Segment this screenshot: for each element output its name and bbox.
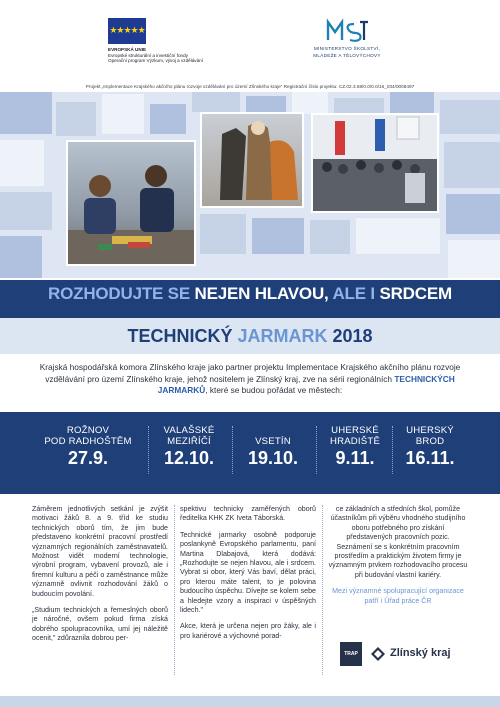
header	[0, 0, 500, 80]
date-city: UHERSKÉ	[331, 425, 379, 436]
body-paragraph: Technické jarmarky osobně podporuje poslankyně Evropského parlamentu, paní Martina Dlabajová, která dodává: „Rozhodujte se nejen hlavou, ale i srdcem. Vybrat si obor, který Vás baví, dělat práci, pro kterou máte talent, to je polovina budoucího úspěchu. Dívejte se kolem sebe a hledejte vzory a inspiraci v úspěšných lidech."	[180, 530, 316, 615]
photo-costumes	[200, 112, 304, 208]
decor-square	[0, 236, 42, 278]
decor-square	[102, 94, 144, 134]
date-value: 9.11.	[335, 448, 375, 468]
intro-highlight: TECHNICKÝCH JARMARKŮ	[157, 373, 455, 395]
eu-line: EVROPSKÁ UNIE	[108, 47, 147, 52]
ministry-name: MINISTERSTVO ŠKOLSTVÍ,	[313, 46, 381, 51]
photo-crowd-event	[311, 113, 439, 213]
event-title-part: JARMARK	[237, 326, 328, 346]
intro-paragraph	[30, 362, 470, 397]
date-city: UHERSKÝ	[406, 425, 454, 436]
date-city: ROŽNOV	[66, 425, 110, 436]
date-divider	[392, 426, 393, 474]
body-paragraph: „Studium technických a řemeslných oborů je náročné, ovšem pokud firma získá dobrého spolupracovníka, umí jej náležitě ocenit," zdůraznila dobrou per-	[32, 606, 168, 643]
msmt-logo-icon	[324, 18, 370, 44]
date-city: MEZIŘÍČÍ	[167, 435, 211, 447]
body-column-3	[328, 505, 468, 613]
decor-square	[252, 218, 304, 254]
body-column-1	[32, 505, 168, 651]
decor-square	[292, 92, 328, 114]
trap-logo: TRAP	[340, 642, 362, 666]
decor-square	[440, 100, 500, 134]
decor-square	[150, 104, 186, 134]
body-paragraph: Akce, která je určena nejen pro žáky, ale i pro kariérové a výchovné porad-	[180, 622, 316, 640]
date-city: HRADIŠTĚ	[329, 435, 381, 447]
body-paragraph: ce základních a středních škol, pomůže účastníkům při výběru vhodného studijního oboru potřebného pro získání představených pracovních pozic. Seznámení se s konkrétním pracovním prostředím a praktickým životem firmy je významným prvkem rozhodovacího procesu při budování vlastní kariéry.	[328, 505, 468, 579]
project-registration-line: Projekt „Implementace Krajského akčního plánu rozvoje vzdělávání pro území Zlínského kraje" Registrační číslo projektu: CZ.02.3.68/0.0/0.0/16_034/0008497	[85, 84, 415, 89]
date-divider	[232, 426, 233, 474]
event-title-part: TECHNICKÝ	[127, 326, 233, 346]
date-city: BROD	[415, 435, 445, 447]
decor-square	[56, 102, 96, 136]
date-city	[238, 426, 308, 437]
date-item-uherske-hradiste	[320, 426, 390, 469]
date-value: 27.9.	[67, 448, 109, 468]
decor-square	[356, 218, 440, 254]
date-item-valasske-mezirici	[154, 426, 224, 469]
eu-line: Evropské strukturální a investiční fondy	[108, 52, 188, 58]
column-divider	[322, 505, 323, 675]
decor-square	[0, 192, 52, 230]
body-paragraph: Záměrem jednotlivých setkání je zvýšit motivaci žáků 8. a 9. tříd ke studiu technických oborů tím, že jim bude představeno konkrétní pracovní prostředí významných regionálních zaměstnavatelů. Možnost vidět moderní technologie, výrobní program, vybavení provozů, ale i firemní kulturu a péči o zaměstnance může významně ovlivnit rozhodování žáků o budoucím povolání.	[32, 505, 168, 598]
decor-square	[200, 214, 246, 254]
date-value: 12.10.	[163, 448, 215, 468]
date-item-uhersky-brod	[394, 426, 466, 469]
date-value: 19.10.	[247, 448, 299, 468]
decor-square	[444, 142, 500, 188]
slogan-part: SRDCEM	[379, 284, 452, 303]
date-city: VSETÍN	[255, 435, 291, 447]
eu-line: Operační program Výzkum, vývoj a vzdělávání	[108, 58, 203, 64]
body-column-2	[180, 505, 316, 648]
slogan-part: NEJEN HLAVOU,	[194, 284, 329, 303]
slogan-part: ROZHODUJTE SE	[48, 284, 190, 303]
decor-square	[0, 140, 44, 186]
decor-square	[0, 92, 52, 134]
photo-kids-building	[66, 140, 196, 266]
intro-text: , které se budou pořádat ve městech:	[205, 385, 343, 395]
zlin-region-icon	[370, 646, 386, 662]
date-city: POD RADHOŠTĚM	[44, 435, 132, 447]
eu-logo-block	[108, 18, 258, 64]
event-title	[0, 326, 500, 347]
decor-square	[446, 194, 500, 234]
date-divider	[316, 426, 317, 474]
bottom-bar	[0, 696, 500, 707]
date-value: 16.11.	[405, 448, 455, 468]
slogan-title	[0, 284, 500, 304]
zlin-region-label: Zlínský kraj	[390, 647, 451, 659]
event-title-part: 2018	[332, 326, 373, 346]
ministry-name: MLÁDEŽE A TĚLOVÝCHOVY	[313, 53, 381, 59]
slogan-part: ALE I	[332, 284, 375, 303]
decor-square	[310, 220, 350, 254]
column-divider	[174, 505, 175, 675]
date-item-roznov	[36, 426, 140, 469]
date-divider	[148, 426, 149, 474]
date-item-vsetin	[238, 426, 308, 469]
date-city: VALAŠSKÉ	[163, 425, 215, 436]
body-paragraph: spektivu technicky zaměřených oborů ředitelka KHK ZK Iveta Táborská.	[180, 505, 316, 523]
eu-flag-icon: ★★★★★	[108, 18, 146, 44]
decor-square	[192, 92, 240, 112]
intro-text: Krajská hospodářská komora Zlínského kraje jako partner projektu Implementace Krajského akčního plánu rozvoje vzdělávání pro území Zlínského kraje, jehož nositelem je Zlínský kraj, zve na sérii regionálních	[39, 362, 461, 384]
partner-note: Mezi významné spolupracující organizace patří i Úřad práce ČR	[332, 587, 464, 605]
decor-square	[448, 240, 500, 278]
ministry-logo-block	[292, 18, 402, 59]
